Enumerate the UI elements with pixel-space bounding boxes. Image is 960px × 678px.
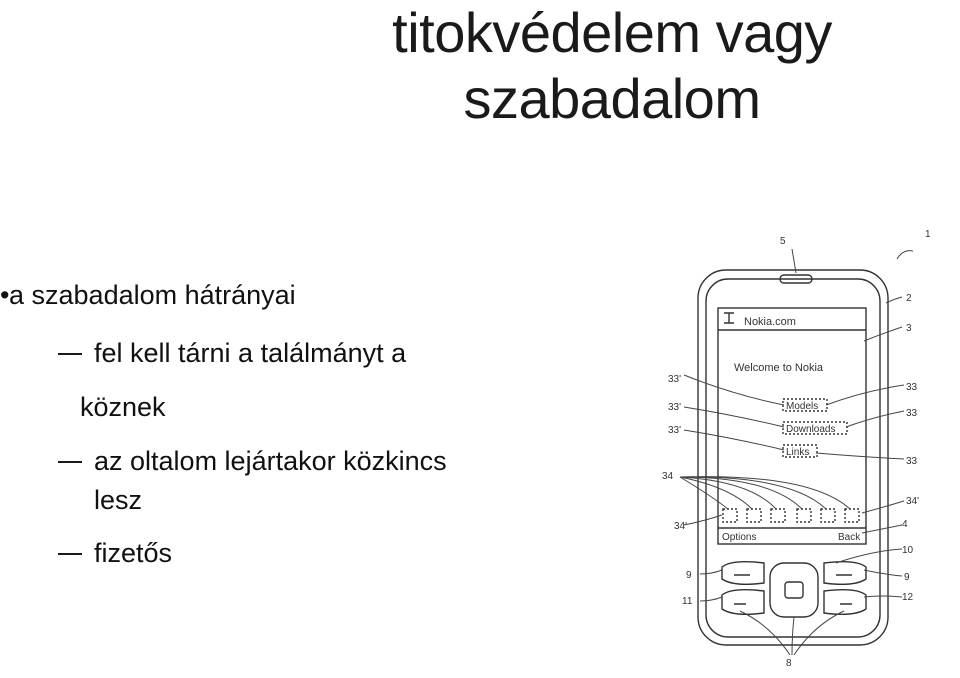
ref-2: 2 xyxy=(906,293,912,304)
toolbar-icon-1 xyxy=(723,509,737,522)
sub-bullet-1-continuation: köznek xyxy=(80,392,166,422)
screen-welcome-text: Welcome to Nokia xyxy=(734,362,824,374)
slide-title xyxy=(352,0,872,132)
ref-34p-left: 34' xyxy=(674,521,688,532)
call-key xyxy=(722,590,764,615)
ref-11: 11 xyxy=(682,596,693,607)
bullet-dot-icon: • xyxy=(0,280,10,310)
softkey-left-text: Options xyxy=(722,532,757,543)
sub-bullet-1-text: fel kell tárni a találmányt a xyxy=(94,338,407,368)
title-line-1: titokvédelem vagy xyxy=(392,1,832,64)
leader-line-33-c xyxy=(816,453,904,459)
sub-bullet-2 xyxy=(94,446,447,477)
toolbar-icon-2 xyxy=(747,509,761,522)
dash-icon xyxy=(58,461,82,463)
leader-line-4 xyxy=(862,525,902,533)
ref-33-c: 33 xyxy=(906,456,918,467)
sub-bullet-3-text: fizetős xyxy=(94,538,173,568)
ref-4: 4 xyxy=(902,519,908,530)
ref-33p-c: 33' xyxy=(668,425,682,436)
leader-line-34p-right xyxy=(862,501,904,513)
nav-key xyxy=(770,563,818,617)
ref-9-right: 9 xyxy=(904,572,910,583)
dash-icon xyxy=(58,353,82,355)
ref-1: 1 xyxy=(925,229,931,240)
screen-header-text: Nokia.com xyxy=(744,316,796,328)
dash-icon xyxy=(58,553,82,555)
leader-line-33-a xyxy=(826,385,904,405)
patent-phone-drawing xyxy=(640,215,960,673)
bullet-main-text: a szabadalom hátrányai xyxy=(9,280,296,310)
leader-line-11 xyxy=(700,597,722,601)
toolbar-icon-4 xyxy=(797,509,811,522)
ref-34p-right: 34' xyxy=(906,496,920,507)
ref-5: 5 xyxy=(780,236,786,247)
ref-10: 10 xyxy=(902,545,914,556)
leader-line-3 xyxy=(864,327,902,341)
center-select-key xyxy=(785,582,803,598)
left-soft-key xyxy=(722,562,764,585)
ref-33-a: 33 xyxy=(906,382,918,393)
sub-bullet-3 xyxy=(94,538,172,569)
sub-bullet-2-text: az oltalom lejártakor közkincs xyxy=(94,446,447,476)
title-line-2: szabadalom xyxy=(463,67,761,130)
link-models-text: Models xyxy=(786,401,819,412)
leader-line-8-b xyxy=(792,617,794,655)
sub-bullet-1 xyxy=(94,338,406,369)
leader-line-10 xyxy=(836,549,902,563)
bullet-main xyxy=(0,280,296,311)
ref-33-b: 33 xyxy=(906,408,918,419)
leader-line-12 xyxy=(864,596,902,597)
link-links-text: Links xyxy=(786,447,810,458)
leader-line-9-left xyxy=(700,570,722,574)
ref-12: 12 xyxy=(902,592,914,603)
toolbar-icon-5 xyxy=(821,509,835,522)
leader-line-33p-b xyxy=(684,407,784,427)
leader-line-9-right xyxy=(864,570,902,576)
leader-line-1 xyxy=(897,251,913,259)
ref-8: 8 xyxy=(786,658,792,669)
right-soft-key xyxy=(824,562,866,585)
sub-bullet-2-continuation: lesz xyxy=(94,485,143,515)
leader-line-34p-left xyxy=(684,515,722,525)
link-downloads-text: Downloads xyxy=(786,424,836,435)
phone-figure-svg xyxy=(640,215,960,673)
ref-33p-b: 33' xyxy=(668,402,682,413)
ref-3: 3 xyxy=(906,323,912,334)
toolbar-icon-6 xyxy=(845,509,859,522)
leader-line-33-b xyxy=(846,411,904,427)
ref-9-left: 9 xyxy=(686,570,692,581)
ref-33p-a: 33' xyxy=(668,374,682,385)
leader-line-33p-a xyxy=(684,375,784,405)
toolbar-icon-3 xyxy=(771,509,785,522)
header-logo-icon xyxy=(724,313,734,323)
ref-34: 34 xyxy=(662,471,674,482)
end-key xyxy=(824,590,866,615)
softkey-right-text: Back xyxy=(838,532,861,543)
leader-line-33p-c xyxy=(684,430,784,450)
